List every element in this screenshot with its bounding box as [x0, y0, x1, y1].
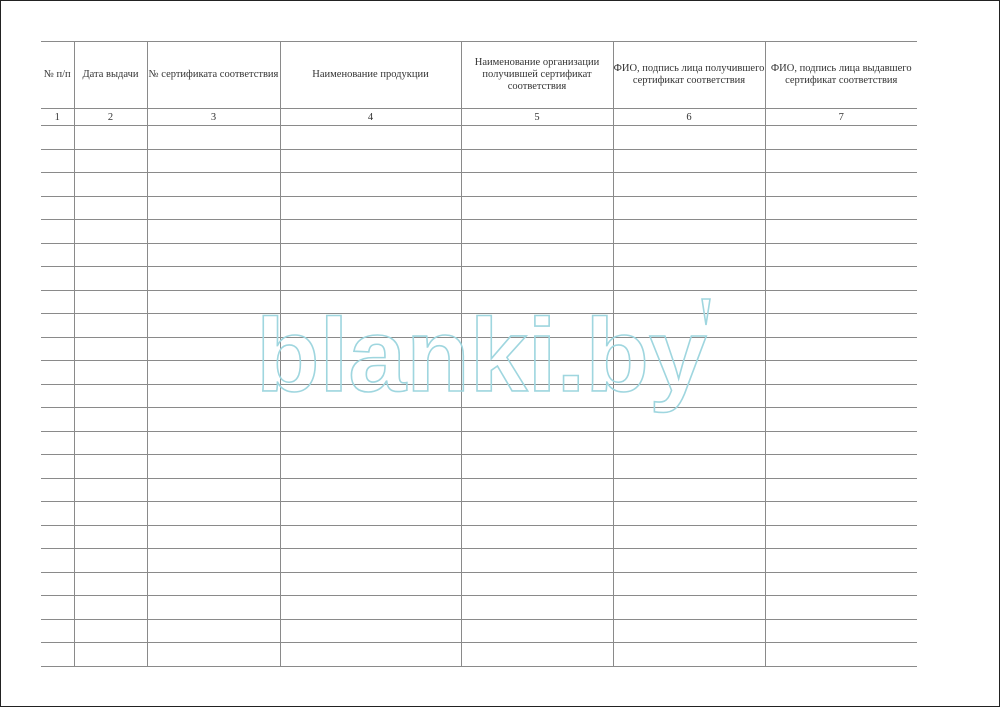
table-row	[41, 290, 917, 314]
table-cell[interactable]	[613, 173, 765, 197]
table-cell[interactable]	[765, 478, 917, 502]
table-cell[interactable]	[765, 149, 917, 173]
table-row	[41, 384, 917, 408]
table-cell[interactable]	[613, 525, 765, 549]
table-cell[interactable]	[461, 619, 613, 643]
table-cell[interactable]	[74, 408, 147, 432]
table-cell[interactable]	[74, 149, 147, 173]
table-cell[interactable]	[280, 314, 461, 338]
table-cell[interactable]	[41, 243, 74, 267]
table-cell[interactable]	[147, 455, 280, 479]
register-body	[41, 126, 917, 667]
table-cell[interactable]	[765, 431, 917, 455]
table-cell[interactable]	[613, 126, 765, 150]
table-cell[interactable]	[147, 220, 280, 244]
table-cell[interactable]	[280, 549, 461, 573]
table-cell[interactable]	[41, 196, 74, 220]
column-number: 2	[74, 109, 147, 126]
table-row	[41, 549, 917, 573]
table-cell[interactable]	[461, 290, 613, 314]
table-cell[interactable]	[613, 455, 765, 479]
table-cell[interactable]	[74, 549, 147, 573]
table-row	[41, 619, 917, 643]
table-cell[interactable]	[613, 408, 765, 432]
table-cell[interactable]	[74, 502, 147, 526]
table-cell[interactable]	[74, 267, 147, 291]
table-cell[interactable]	[41, 596, 74, 620]
table-row	[41, 572, 917, 596]
table-cell[interactable]	[280, 596, 461, 620]
table-cell[interactable]	[147, 572, 280, 596]
table-cell[interactable]	[613, 267, 765, 291]
table-cell[interactable]	[74, 643, 147, 667]
table-cell[interactable]	[765, 596, 917, 620]
column-number-row	[41, 109, 917, 126]
table-cell[interactable]	[147, 267, 280, 291]
table-cell[interactable]	[613, 196, 765, 220]
table-cell[interactable]	[280, 220, 461, 244]
table-cell[interactable]	[74, 572, 147, 596]
table-row	[41, 243, 917, 267]
table-cell[interactable]	[41, 408, 74, 432]
table-cell[interactable]	[613, 431, 765, 455]
table-cell[interactable]	[74, 196, 147, 220]
table-cell[interactable]	[765, 408, 917, 432]
table-cell[interactable]	[280, 290, 461, 314]
table-row	[41, 220, 917, 244]
table-cell[interactable]	[765, 619, 917, 643]
table-cell[interactable]	[613, 643, 765, 667]
header-product-name: Наименование продукции	[280, 42, 461, 109]
table-cell[interactable]	[461, 408, 613, 432]
table-cell[interactable]	[147, 243, 280, 267]
table-cell[interactable]	[74, 596, 147, 620]
table-row	[41, 361, 917, 385]
table-cell[interactable]	[613, 220, 765, 244]
table-cell[interactable]	[613, 549, 765, 573]
table-row	[41, 408, 917, 432]
table-cell[interactable]	[147, 502, 280, 526]
table-cell[interactable]	[765, 243, 917, 267]
header-recipient-signature: ФИО, подпись лица получившего сертификат соответствия	[613, 42, 765, 109]
table-cell[interactable]	[613, 596, 765, 620]
table-cell[interactable]	[280, 337, 461, 361]
table-cell[interactable]	[461, 173, 613, 197]
table-row	[41, 431, 917, 455]
table-row	[41, 337, 917, 361]
table-cell[interactable]	[147, 549, 280, 573]
table-cell[interactable]	[147, 619, 280, 643]
table-cell[interactable]	[41, 572, 74, 596]
table-cell[interactable]	[461, 572, 613, 596]
header-row-number: № п/п	[41, 42, 74, 109]
table-cell[interactable]	[147, 290, 280, 314]
table-cell[interactable]	[613, 478, 765, 502]
table-cell[interactable]	[765, 549, 917, 573]
table-cell[interactable]	[280, 619, 461, 643]
table-cell[interactable]	[147, 478, 280, 502]
table-cell[interactable]	[461, 478, 613, 502]
table-cell[interactable]	[280, 478, 461, 502]
table-cell[interactable]	[613, 290, 765, 314]
table-cell[interactable]	[41, 525, 74, 549]
table-cell[interactable]	[41, 290, 74, 314]
table-row	[41, 173, 917, 197]
table-cell[interactable]	[613, 149, 765, 173]
table-cell[interactable]	[461, 267, 613, 291]
table-cell[interactable]	[41, 149, 74, 173]
table-row	[41, 455, 917, 479]
table-row	[41, 314, 917, 338]
table-cell[interactable]	[41, 361, 74, 385]
table-cell[interactable]	[765, 361, 917, 385]
column-number: 1	[41, 109, 74, 126]
table-cell[interactable]	[74, 384, 147, 408]
table-cell[interactable]	[74, 314, 147, 338]
table-cell[interactable]	[765, 267, 917, 291]
table-cell[interactable]	[41, 643, 74, 667]
table-cell[interactable]	[613, 572, 765, 596]
table-cell[interactable]	[461, 455, 613, 479]
table-cell[interactable]	[41, 267, 74, 291]
table-cell[interactable]	[147, 173, 280, 197]
table-cell[interactable]	[74, 290, 147, 314]
table-cell[interactable]	[461, 384, 613, 408]
table-cell[interactable]	[41, 220, 74, 244]
table-cell[interactable]	[461, 643, 613, 667]
table-cell[interactable]	[461, 431, 613, 455]
table-cell[interactable]	[613, 384, 765, 408]
table-cell[interactable]	[41, 549, 74, 573]
table-cell[interactable]	[41, 478, 74, 502]
header-issue-date: Дата выдачи	[74, 42, 147, 109]
table-cell[interactable]	[74, 619, 147, 643]
column-number: 5	[461, 109, 613, 126]
column-number: 3	[147, 109, 280, 126]
table-cell[interactable]	[765, 502, 917, 526]
column-number: 4	[280, 109, 461, 126]
table-cell[interactable]	[280, 455, 461, 479]
table-cell[interactable]	[461, 502, 613, 526]
table-cell[interactable]	[280, 431, 461, 455]
table-cell[interactable]	[74, 220, 147, 244]
table-row	[41, 196, 917, 220]
table-cell[interactable]	[613, 502, 765, 526]
table-cell[interactable]	[147, 384, 280, 408]
table-cell[interactable]	[147, 431, 280, 455]
table-row	[41, 149, 917, 173]
table-cell[interactable]	[765, 384, 917, 408]
table-cell[interactable]	[280, 384, 461, 408]
table-cell[interactable]	[461, 149, 613, 173]
table-cell[interactable]	[461, 220, 613, 244]
table-cell[interactable]	[765, 196, 917, 220]
table-cell[interactable]	[765, 455, 917, 479]
table-cell[interactable]	[147, 126, 280, 150]
table-cell[interactable]	[147, 196, 280, 220]
table-cell[interactable]	[147, 149, 280, 173]
table-cell[interactable]	[74, 525, 147, 549]
table-cell[interactable]	[613, 361, 765, 385]
table-cell[interactable]	[74, 337, 147, 361]
table-cell[interactable]	[41, 384, 74, 408]
table-cell[interactable]	[74, 455, 147, 479]
table-cell[interactable]	[147, 361, 280, 385]
table-cell[interactable]	[280, 643, 461, 667]
table-cell[interactable]	[41, 126, 74, 150]
table-cell[interactable]	[280, 502, 461, 526]
table-row	[41, 478, 917, 502]
table-cell[interactable]	[461, 596, 613, 620]
table-cell[interactable]	[613, 619, 765, 643]
header-row	[41, 42, 917, 109]
table-cell[interactable]	[765, 337, 917, 361]
table-cell[interactable]	[280, 173, 461, 197]
table-cell[interactable]	[147, 408, 280, 432]
table-cell[interactable]	[461, 525, 613, 549]
table-row	[41, 502, 917, 526]
table-cell[interactable]	[74, 431, 147, 455]
table-row	[41, 267, 917, 291]
table-cell[interactable]	[280, 126, 461, 150]
table-cell[interactable]	[280, 243, 461, 267]
table-cell[interactable]	[147, 596, 280, 620]
table-row	[41, 126, 917, 150]
table-cell[interactable]	[461, 243, 613, 267]
table-cell[interactable]	[765, 643, 917, 667]
table-cell[interactable]	[41, 337, 74, 361]
table-row	[41, 525, 917, 549]
table-cell[interactable]	[613, 314, 765, 338]
table-cell[interactable]	[280, 572, 461, 596]
table-cell[interactable]	[461, 314, 613, 338]
table-cell[interactable]	[280, 361, 461, 385]
certificate-register-table	[41, 41, 917, 667]
table-cell[interactable]	[74, 173, 147, 197]
table-cell[interactable]	[147, 314, 280, 338]
table-cell[interactable]	[41, 619, 74, 643]
table-cell[interactable]	[461, 361, 613, 385]
table-cell[interactable]	[41, 431, 74, 455]
table-cell[interactable]	[461, 126, 613, 150]
table-cell[interactable]	[765, 173, 917, 197]
table-cell[interactable]	[74, 126, 147, 150]
table-cell[interactable]	[280, 408, 461, 432]
header-issuer-signature: ФИО, подпись лица выдавшего сертификат соответствия	[765, 42, 917, 109]
table-cell[interactable]	[765, 126, 917, 150]
table-cell[interactable]	[74, 243, 147, 267]
table-cell[interactable]	[147, 643, 280, 667]
table-cell[interactable]	[765, 572, 917, 596]
table-cell[interactable]	[280, 525, 461, 549]
table-cell[interactable]	[41, 455, 74, 479]
header-organization-name: Наименование организации получившей сертификат соответствия	[461, 42, 613, 109]
table-cell[interactable]	[461, 549, 613, 573]
column-number: 7	[765, 109, 917, 126]
table-cell[interactable]	[461, 196, 613, 220]
table-cell[interactable]	[765, 290, 917, 314]
table-cell[interactable]	[280, 196, 461, 220]
column-number: 6	[613, 109, 765, 126]
table-cell[interactable]	[613, 243, 765, 267]
table-cell[interactable]	[147, 337, 280, 361]
table-cell[interactable]	[41, 173, 74, 197]
table-cell[interactable]	[765, 220, 917, 244]
table-cell[interactable]	[41, 314, 74, 338]
table-cell[interactable]	[765, 525, 917, 549]
table-cell[interactable]	[41, 502, 74, 526]
watermark-text: blanki.by	[256, 298, 707, 414]
table-cell[interactable]	[280, 149, 461, 173]
table-cell[interactable]	[765, 314, 917, 338]
table-row	[41, 643, 917, 667]
table-cell[interactable]	[147, 525, 280, 549]
table-cell[interactable]	[461, 337, 613, 361]
table-cell[interactable]	[74, 478, 147, 502]
table-cell[interactable]	[613, 337, 765, 361]
table-cell[interactable]	[74, 361, 147, 385]
table-cell[interactable]	[280, 267, 461, 291]
table-row	[41, 596, 917, 620]
header-certificate-number: № сертификата соответствия	[147, 42, 280, 109]
